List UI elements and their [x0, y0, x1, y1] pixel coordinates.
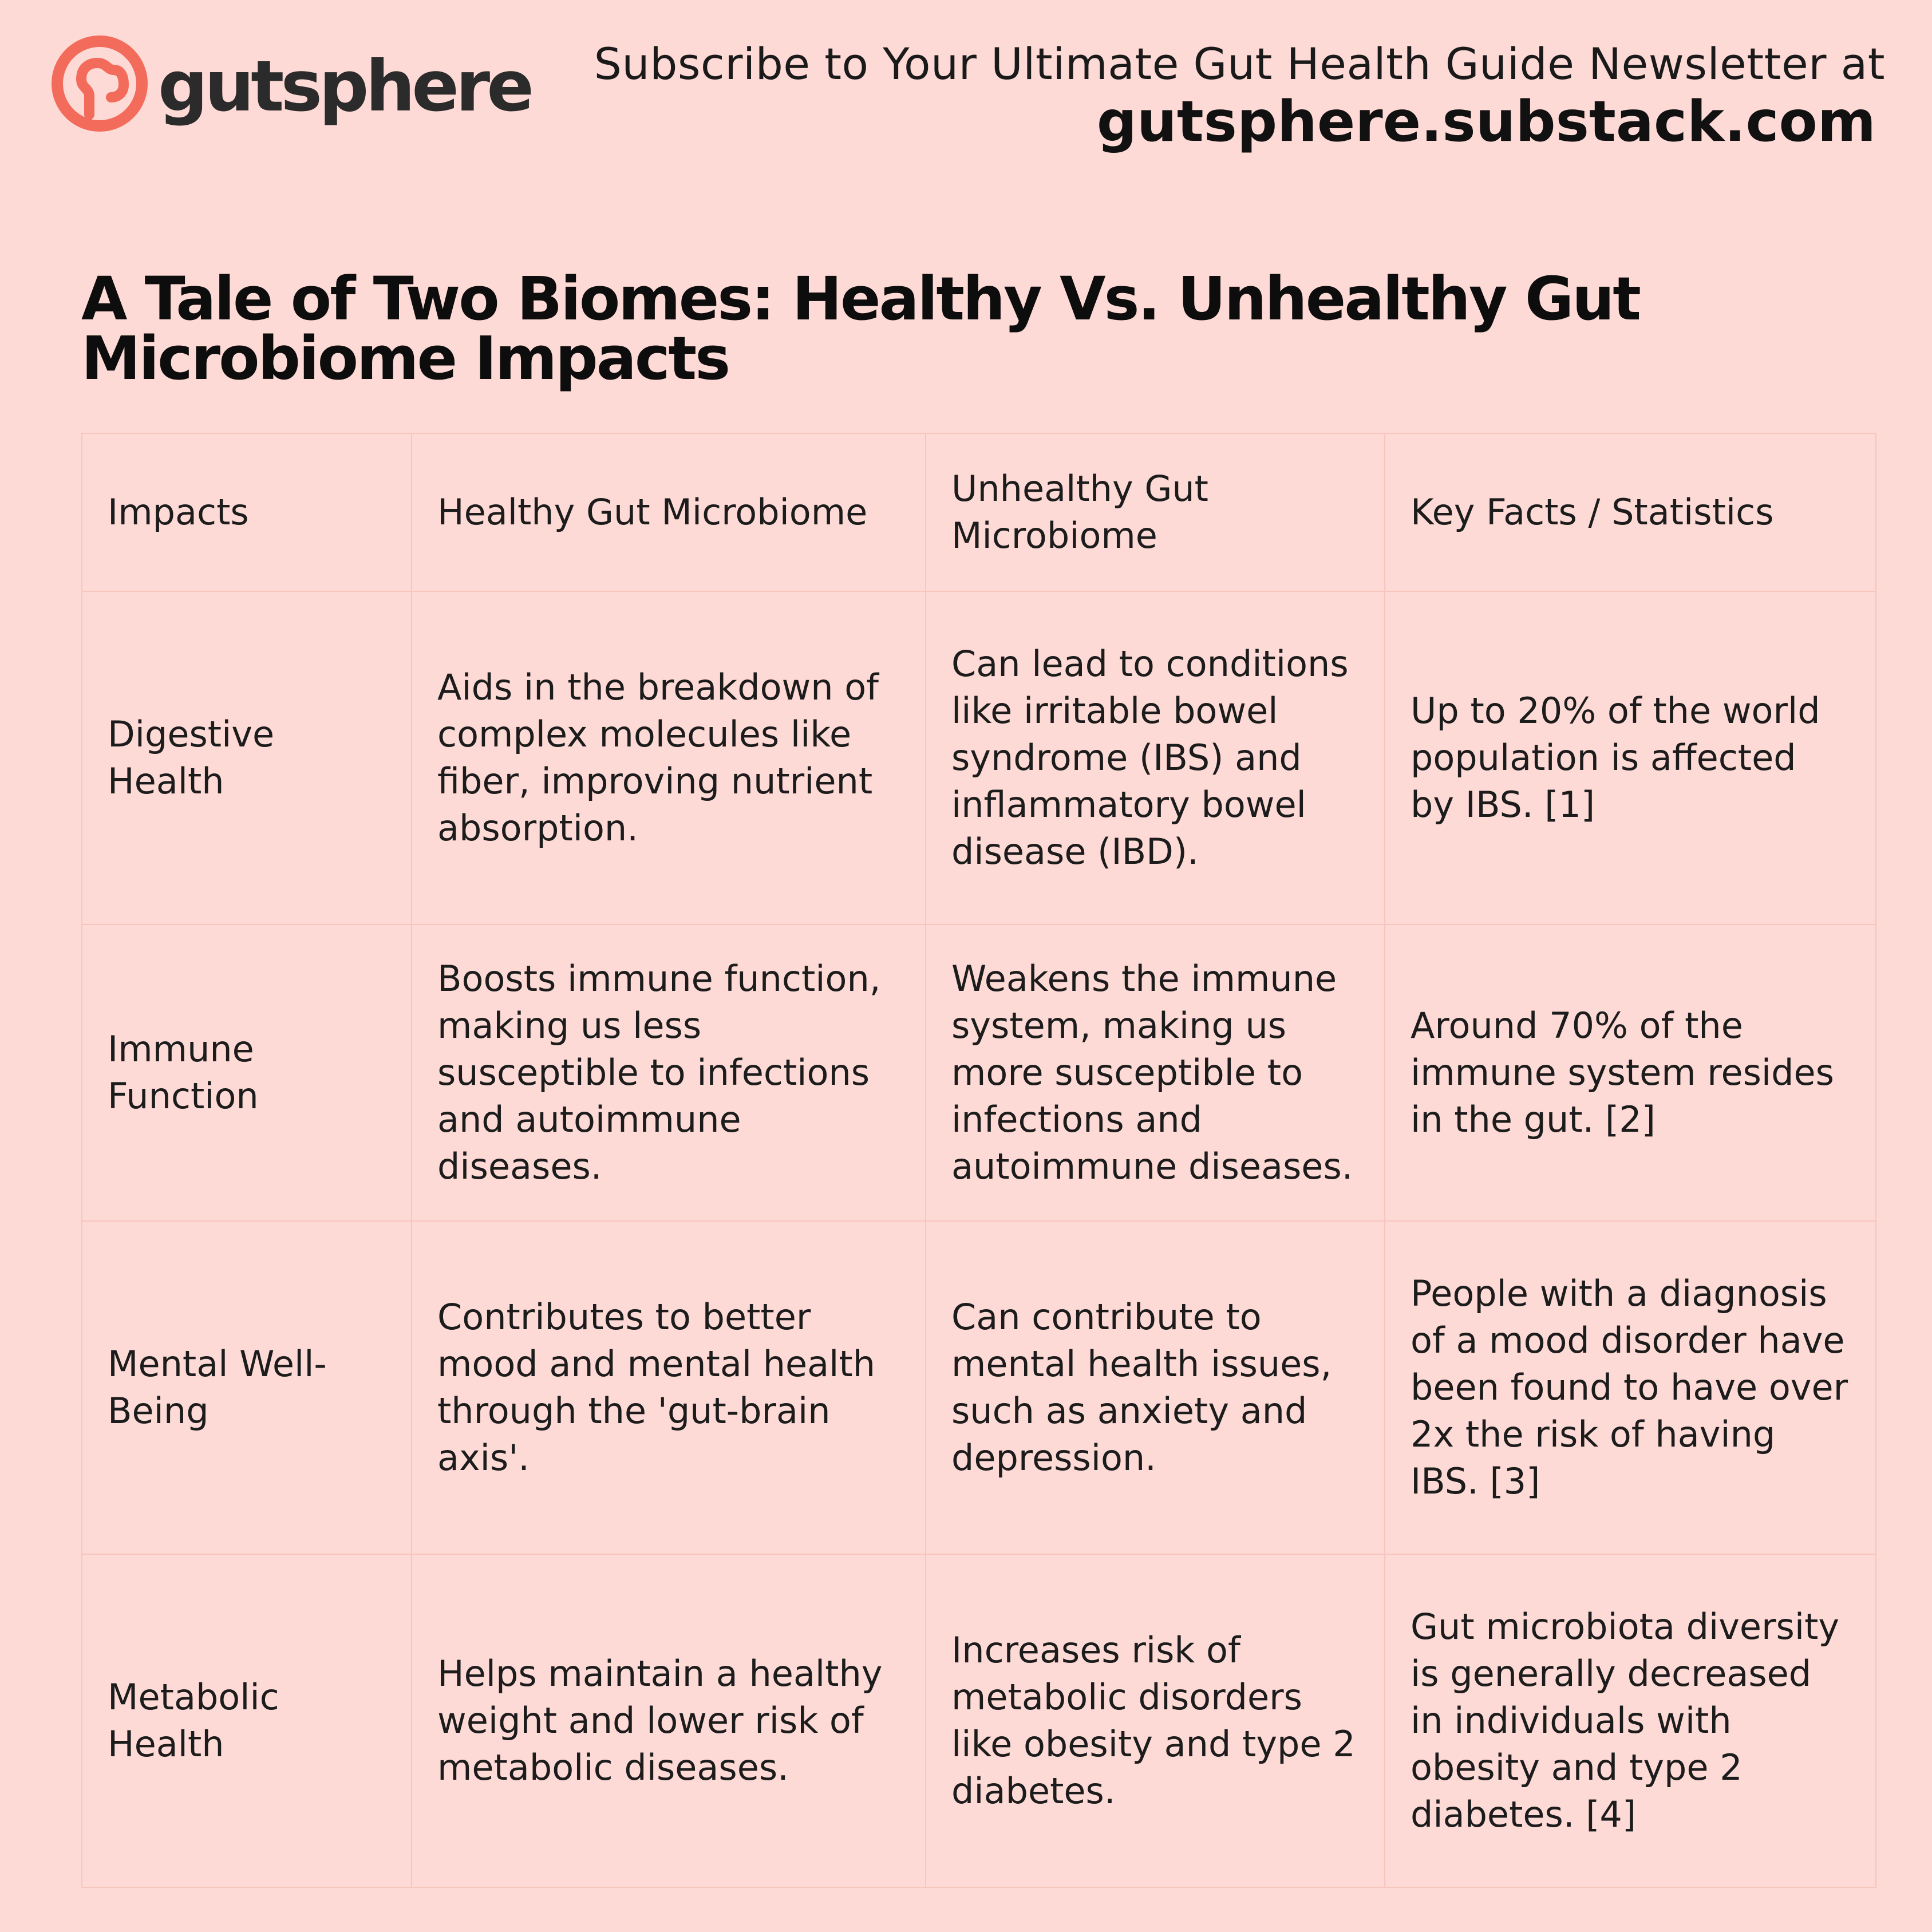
table-row — [82, 1554, 1876, 1887]
table-row — [82, 1221, 1876, 1554]
subscribe-banner — [594, 38, 1885, 155]
row-facts: People with a diagnosis of a mood disorder have been found to have over 2x the risk of having IBS. [3] — [1385, 1221, 1876, 1554]
row-unhealthy: Can lead to conditions like irritable bowel syndrome (IBS) and inflammatory bowel disease (IBD). — [926, 591, 1385, 924]
row-impact: Immune Function — [82, 924, 412, 1221]
gut-swirl-icon — [49, 33, 150, 134]
row-impact: Metabolic Health — [82, 1554, 412, 1887]
table-row — [82, 591, 1876, 924]
table-header-row — [82, 433, 1876, 591]
row-unhealthy: Can contribute to mental health issues, such as anxiety and depression. — [926, 1221, 1385, 1554]
row-healthy: Boosts immune function, making us less susceptible to infections and autoimmune diseases. — [412, 924, 926, 1221]
header-healthy: Healthy Gut Microbiome — [412, 433, 926, 591]
row-facts: Around 70% of the immune system resides in the gut. [2] — [1385, 924, 1876, 1221]
row-unhealthy: Weakens the immune system, making us more susceptible to infections and autoimmune diseases. — [926, 924, 1385, 1221]
row-healthy: Aids in the breakdown of complex molecules like fiber, improving nutrient absorption. — [412, 591, 926, 924]
table-row — [82, 924, 1876, 1221]
header-unhealthy: Unhealthy Gut Microbiome — [926, 433, 1385, 591]
row-impact: Mental Well-Being — [82, 1221, 412, 1554]
header-facts: Key Facts / Statistics — [1385, 433, 1876, 591]
row-unhealthy: Increases risk of metabolic disorders like obesity and type 2 diabetes. — [926, 1554, 1385, 1887]
row-impact: Digestive Health — [82, 591, 412, 924]
header-impacts: Impacts — [82, 433, 412, 591]
comparison-table — [81, 433, 1876, 1888]
row-healthy: Contributes to better mood and mental health through the 'gut-brain axis'. — [412, 1221, 926, 1554]
brand-logo — [49, 33, 564, 136]
page-title: A Tale of Two Biomes: Healthy Vs. Unhealthy Gut Microbiome Impacts — [81, 264, 1639, 393]
row-facts: Up to 20% of the world population is affected by IBS. [1] — [1385, 591, 1876, 924]
subscribe-url[interactable]: gutsphere.substack.com — [1096, 89, 1876, 155]
subscribe-text: Subscribe to Your Ultimate Gut Health Guide Newsletter at — [594, 38, 1885, 89]
row-facts: Gut microbiota diversity is generally decreased in individuals with obesity and type 2 diabetes. [4] — [1385, 1554, 1876, 1887]
brand-name: gutsphere — [158, 46, 531, 127]
row-healthy: Helps maintain a healthy weight and lower risk of metabolic diseases. — [412, 1554, 926, 1887]
